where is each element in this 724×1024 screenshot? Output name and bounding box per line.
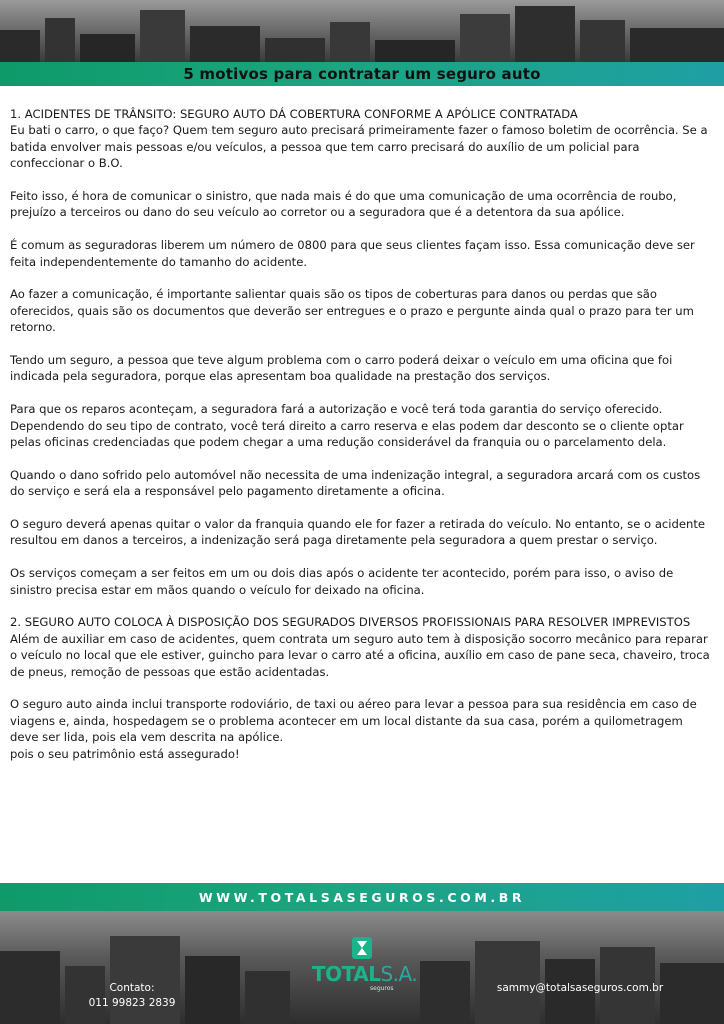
article-body — [10, 106, 710, 778]
website-bar — [0, 883, 724, 911]
section-heading-2: 2. SEGURO AUTO COLOCA À DISPOSIÇÃO DOS SEGURADOS DIVERSOS PROFISSIONAIS PARA RESOLVER IMPREVISTOS — [10, 615, 691, 630]
paragraph: Tendo um seguro, a pessoa que teve algum problema com o carro poderá deixar o veículo em uma oficina que foi indicada pela seguradora, porque elas apresentam boa qualidade na prestação dos serviços. — [10, 353, 673, 384]
logo-subtitle: seguros — [370, 985, 394, 992]
city-skyline-image — [0, 0, 724, 62]
logo-main-text: TOTAL — [312, 962, 381, 986]
contact-email[interactable]: sammy@totalsaseguros.com.br — [496, 982, 664, 994]
website-url[interactable]: WWW.TOTALSASEGUROS.COM.BR — [198, 889, 526, 905]
paragraph: Feito isso, é hora de comunicar o sinistro, que nada mais é do que uma comunicação de uma ocorrência de roubo, prejuízo a terceiros ou dano do seu veículo ao corretor ou a seguradora que é a detentora da sua apólice. — [10, 189, 677, 220]
contact-phone[interactable]: 011 99823 2839 — [88, 997, 176, 1009]
section-heading-1: 1. ACIDENTES DE TRÂNSITO: SEGURO AUTO DÁ COBERTURA CONFORME A APÓLICE CONTRATADA — [10, 107, 578, 121]
logo-wordmark — [312, 962, 418, 986]
paragraph: Os serviços começam a ser feitos em um ou dois dias após o acidente ter acontecido, porém para isso, o aviso de sinistro precisa estar em mãos quando o veículo for deixado na oficina. — [10, 566, 674, 597]
paragraph: O seguro auto ainda inclui transporte rodoviário, de taxi ou aéreo para levar a pessoa para sua residência em caso de viagens e, ainda, hospedagem se o problema acontecer em um local distante da sua casa, porém a quilometragem deve ser lida, pois ela vem descrita na apólice. — [10, 697, 697, 745]
paragraph: Além de auxiliar em caso de acidentes, quem contrata um seguro auto tem à disposição socorro mecânico para reparar o veículo no local que ele estiver, guincho para levar o carro até a oficina, auxílio em caso de pane seca, chaveiro, troca de pneus, remoção de pessoas que estão acidentadas. — [10, 631, 710, 679]
hourglass-logo-icon — [350, 936, 374, 960]
logo-sa-text: S.A. — [380, 962, 418, 986]
paragraph: Para que os reparos aconteçam, a seguradora fará a autorização e você terá toda garantia do serviço oferecido. Dependendo do seu tipo de contrato, você terá direito a carro reserva e elas podem dar desconto se o cliente optar pelas oficinas credenciadas que podem chegar a uma redução considerável da franquia ou o parcelamento dela. — [10, 402, 684, 450]
closing-line: pois o seu patrimônio está assegurado! — [10, 746, 240, 761]
title-bar — [0, 62, 724, 86]
paragraph: Ao fazer a comunicação, é importante salientar quais são os tipos de coberturas para danos ou perdas que são oferecidos, quais são os documentos que deverão ser entregues e o prazo e pergunte ainda qual o prazo para ter um retorno. — [10, 287, 694, 335]
page-title: 5 motivos para contratar um seguro auto — [183, 65, 541, 83]
paragraph: É comum as seguradoras liberem um número de 0800 para que seus clientes façam isso. Essa comunicação deve ser feita independentemente do tamanho do acidente. — [10, 238, 695, 269]
paragraph: O seguro deverá apenas quitar o valor da franquia quando ele for fazer a retirada do veículo. No entanto, se o acidente resultou em danos a terceiros, a indenização será paga diretamente pela seguradora a quem prestar o serviço. — [10, 517, 706, 548]
company-logo — [312, 936, 418, 996]
paragraph: Eu bati o carro, o que faço? Quem tem seguro auto precisará primeiramente fazer o famoso boletim de ocorrência. Se a batida envolver mais pessoas e/ou veículos, a pessoa que tem carro precisará do auxílio de um policial para confeccionar o B.O. — [10, 123, 708, 171]
contact-label: Contato: — [109, 982, 155, 994]
paragraph: Quando o dano sofrido pelo automóvel não necessita de uma indenização integral, a seguradora arcará com os custos do serviço e será ela a responsável pelo pagamento diretamente a oficina. — [10, 467, 701, 499]
header-photo-banner — [0, 0, 724, 62]
